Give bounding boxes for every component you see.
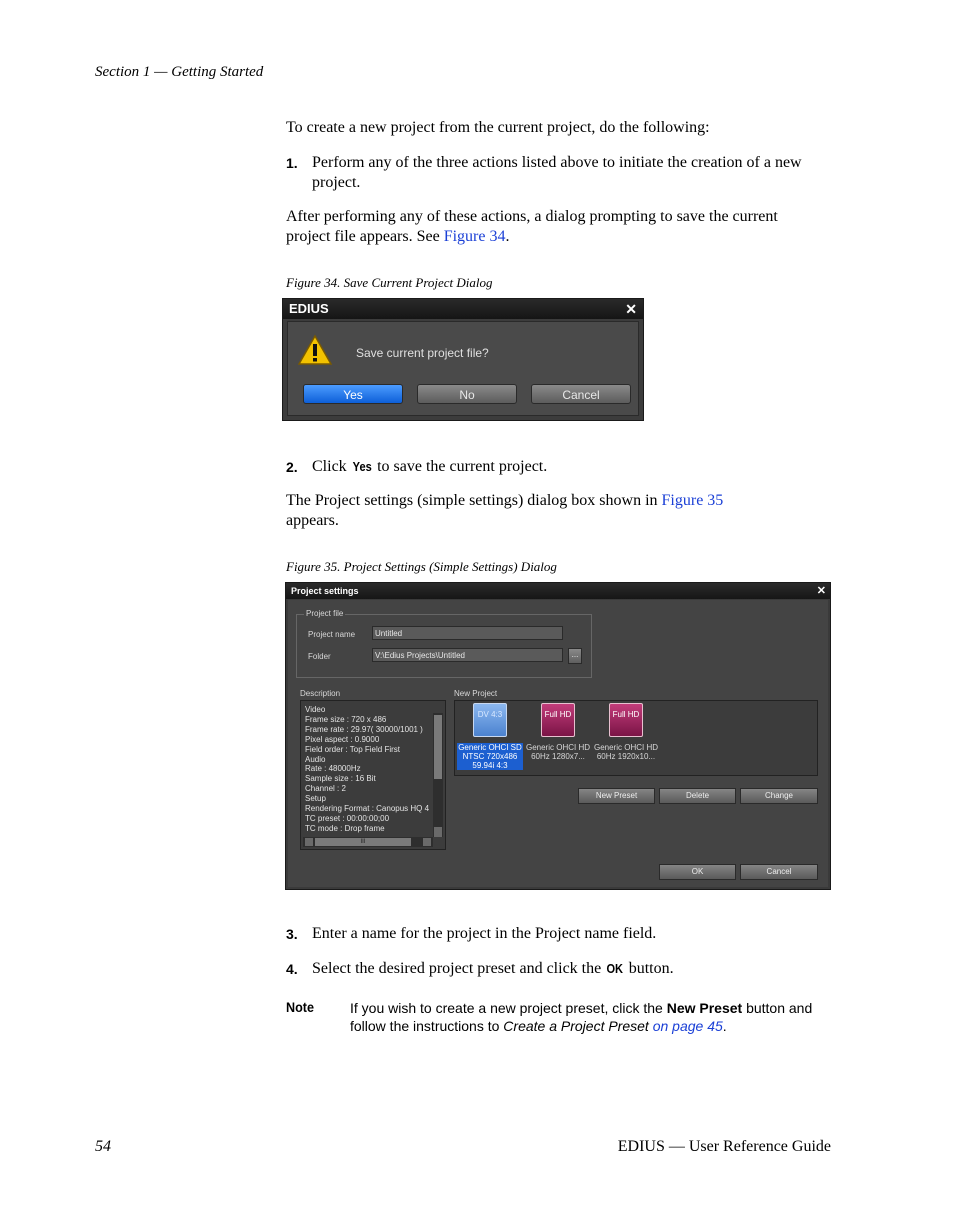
description-line: Frame rate : 29.97( 30000/1001 ) <box>305 724 423 734</box>
browse-button[interactable]: ... <box>568 648 582 664</box>
project-file-label: Project file <box>306 609 344 618</box>
paragraph-text: appears. <box>286 512 339 529</box>
preset-caption <box>457 743 523 770</box>
description-line: Channel : 2 <box>305 784 346 794</box>
delete-button[interactable]: Delete <box>659 788 736 804</box>
figure-35-caption: Figure 35. Project Settings (Simple Settings) Dialog <box>286 559 557 574</box>
project-file-group <box>296 614 592 678</box>
preset-item-dv-sd[interactable] <box>457 703 523 773</box>
close-icon[interactable]: ✕ <box>625 301 637 317</box>
note-text <box>350 999 830 1035</box>
change-button[interactable]: Change <box>740 788 818 804</box>
project-settings-dialog <box>285 582 831 890</box>
dialog-title: Project settings <box>291 586 359 596</box>
new-preset-bold: New Preset <box>666 1000 743 1016</box>
description-line: Frame size : 720 x 486 <box>305 714 387 724</box>
new-preset-button[interactable]: New Preset <box>578 788 655 804</box>
cancel-button[interactable]: Cancel <box>740 864 818 880</box>
yes-bold: Yes <box>352 459 372 474</box>
description-line: TC mode : Drop frame <box>305 823 385 833</box>
new-project-label: New Project <box>454 689 498 698</box>
intro-text: To create a new project from the current project, do the following: <box>286 119 710 136</box>
no-button[interactable]: No <box>417 384 517 404</box>
paragraph <box>286 491 806 531</box>
preset-line: Generic OHCI SD <box>458 743 522 752</box>
description-line: Field order : Top Field First <box>305 744 400 754</box>
hd-icon-text: Full HD <box>541 703 575 737</box>
description-line: Sample size : 16 Bit <box>305 774 376 784</box>
warning-icon <box>298 334 332 366</box>
note-italic: Create a Project Preset <box>503 1018 649 1034</box>
note-part: button and follow the instructions to <box>350 1000 813 1034</box>
scroll-right-arrow-icon[interactable] <box>423 838 431 846</box>
step-number: 3. <box>286 926 298 942</box>
figure-34-link[interactable]: Figure 34 <box>443 228 506 245</box>
folder-input[interactable]: V:\Edius Projects\Untitled <box>372 648 563 662</box>
step-number: 1. <box>286 155 298 171</box>
dv-icon-text: DV 4:3 <box>473 703 507 737</box>
preset-line: NTSC 720x486 <box>462 752 518 761</box>
hd-icon-text: Full HD <box>609 703 643 737</box>
preset-line: Generic OHCI HD <box>593 743 658 752</box>
preset-caption <box>593 743 659 761</box>
page-number: 54 <box>95 1138 111 1155</box>
step-text: Enter a name for the project in the Project name field. <box>312 925 657 942</box>
project-name-label: Project name <box>308 630 356 639</box>
dialog-title-bar <box>283 299 643 319</box>
description-line: Rate : 48000Hz <box>305 764 361 774</box>
note-part: If you wish to create a new project preset, click the <box>350 1000 667 1016</box>
paragraph-text: After performing any of these actions, a dialog prompting to save the current project file appears. See <box>286 208 778 245</box>
description-label: Description <box>300 689 341 698</box>
scrollbar-thumb[interactable] <box>434 715 442 779</box>
preset-item-hd-1280[interactable] <box>525 703 591 773</box>
description-line: Audio <box>305 754 326 764</box>
paragraph <box>286 207 816 247</box>
preset-list <box>454 700 818 776</box>
preset-line: 60Hz 1920x10... <box>596 752 656 761</box>
paragraph-text: The Project settings (simple settings) dialog box shown in <box>286 492 662 509</box>
footer-guide-title <box>618 1138 831 1156</box>
page-45-link[interactable]: on page 45 <box>648 1018 723 1034</box>
step-text: Perform any of the three actions listed above to initiate the creation of a new project. <box>312 154 802 191</box>
paragraph-text: . <box>505 228 510 245</box>
dialog-question: Save current project file? <box>356 346 489 360</box>
running-header: Section 1 — Getting Started <box>95 64 264 80</box>
preset-line: 60Hz 1280x7... <box>531 752 585 761</box>
scroll-down-arrow-icon[interactable] <box>434 827 442 837</box>
note-part: . <box>722 1018 727 1034</box>
close-icon[interactable]: ✕ <box>816 585 826 597</box>
preset-line: 59.94i 4:3 <box>472 761 508 770</box>
dialog-body <box>287 321 639 416</box>
preset-line: Generic OHCI HD <box>525 743 590 752</box>
ok-bold: OK <box>606 961 624 976</box>
step-text <box>312 959 674 979</box>
description-line: Setup <box>305 794 326 804</box>
description-line: TC preset : 00:00:00;00 <box>305 813 390 823</box>
step-text-part: to save the current project. <box>373 458 548 475</box>
figure-35-link[interactable]: Figure 35 <box>661 492 724 509</box>
step-number: 2. <box>286 459 298 475</box>
dialog-title: EDIUS <box>289 301 329 316</box>
cancel-button[interactable]: Cancel <box>531 384 631 404</box>
folder-label: Folder <box>308 652 331 661</box>
dialog-title-bar <box>286 583 830 599</box>
description-line: Video <box>305 705 326 714</box>
step-text-part: button. <box>624 960 674 977</box>
footer-guide-text: EDIUS — User Reference Guide <box>617 1138 831 1155</box>
dv-preset-icon <box>473 703 507 737</box>
preset-caption <box>525 743 591 761</box>
ok-button[interactable]: OK <box>659 864 736 880</box>
description-box <box>300 700 446 850</box>
scrollbar-thumb[interactable]: III <box>315 838 411 846</box>
horizontal-scrollbar[interactable] <box>303 837 433 847</box>
yes-button[interactable]: Yes <box>303 384 403 404</box>
step-text-part: Select the desired project preset and click the <box>312 960 606 977</box>
step-text <box>312 457 547 477</box>
project-name-input[interactable]: Untitled <box>372 626 563 640</box>
note-label: Note <box>286 999 315 1015</box>
description-line: Rendering Format : Canopus HQ 4 <box>305 804 430 814</box>
full-hd-preset-icon <box>541 703 575 737</box>
full-hd-preset-icon <box>609 703 643 737</box>
preset-item-hd-1920[interactable] <box>593 703 659 773</box>
vertical-scrollbar[interactable] <box>433 713 443 837</box>
step-number: 4. <box>286 961 298 977</box>
step-text-part: Click <box>312 458 351 475</box>
description-line: Pixel aspect : 0.9000 <box>305 734 380 744</box>
scroll-left-arrow-icon[interactable] <box>305 838 313 846</box>
figure-34-caption: Figure 34. Save Current Project Dialog <box>286 275 493 290</box>
description-text <box>305 705 431 835</box>
dialog-body <box>288 600 828 887</box>
save-project-dialog <box>282 298 644 421</box>
